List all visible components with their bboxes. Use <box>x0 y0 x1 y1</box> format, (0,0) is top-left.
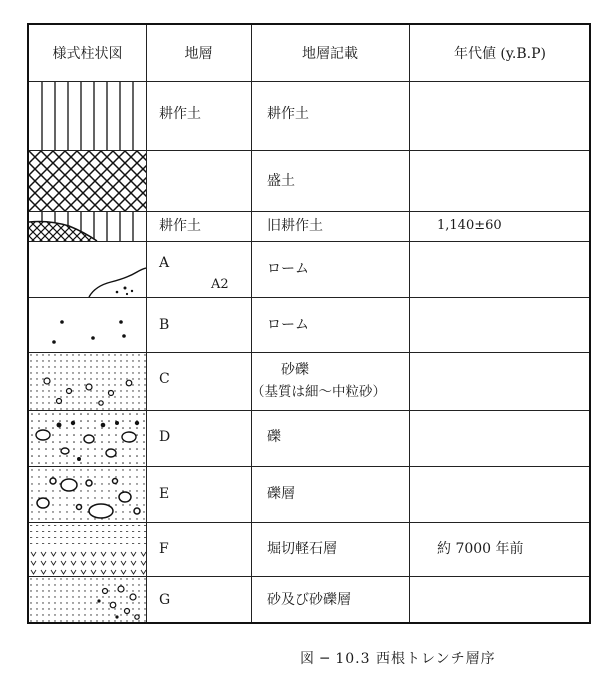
row-6-description-detail: （基質は細～中粒砂） <box>251 384 386 400</box>
row-7-description: 礫 <box>267 429 281 445</box>
row-3-description: 旧耕作土 <box>267 218 323 234</box>
row-9-description: 堀切軽石層 <box>267 541 337 557</box>
header-description: 地層記載 <box>302 46 358 62</box>
header-column: 様式柱状図 <box>52 46 123 62</box>
row-5-description: ローム <box>267 317 309 333</box>
pumice-v-marks-icon <box>29 523 146 576</box>
row-2-description: 盛土 <box>267 173 295 189</box>
row-3-layer: 耕作土 <box>159 218 201 234</box>
row-6-description: 砂礫 <box>281 362 309 378</box>
row-4-sublabel: A2 <box>211 277 229 292</box>
row-10-description: 砂及び砂礫層 <box>267 592 351 608</box>
row-9-layer: F <box>159 541 169 557</box>
row-3-age: 1,140±60 <box>437 218 502 233</box>
stratigraphy-table <box>27 23 591 624</box>
row-10-layer: G <box>159 592 171 608</box>
vertical-lines-icon <box>29 82 146 150</box>
row-1-layer: 耕作土 <box>159 106 201 122</box>
row-6-layer: C <box>159 371 170 387</box>
gravel-icon <box>29 411 146 466</box>
figure-caption: 図 ─ 10.3 西根トレンチ層序 <box>300 651 496 667</box>
row-5-layer: B <box>159 317 170 333</box>
loam-slope-icon <box>29 242 146 297</box>
row-1-description: 耕作土 <box>267 106 309 122</box>
row-4-description: ローム <box>267 261 309 277</box>
scattered-dots-icon <box>29 298 146 352</box>
large-gravel-icon <box>29 467 146 522</box>
header-age: 年代値 (y.B.P) <box>453 46 547 62</box>
row-9-age: 約 7000 年前 <box>437 541 524 557</box>
row-8-description: 礫層 <box>267 486 295 502</box>
header-layer: 地層 <box>184 46 213 62</box>
crosshatch-icon <box>29 151 146 211</box>
row-8-layer: E <box>159 486 170 502</box>
fine-dots-pebbles-icon <box>29 353 146 410</box>
row-4-layer: A <box>159 255 170 271</box>
row-7-layer: D <box>159 429 171 445</box>
sand-gravel-icon <box>29 577 146 624</box>
lines-over-crosshatch-icon <box>29 212 146 241</box>
